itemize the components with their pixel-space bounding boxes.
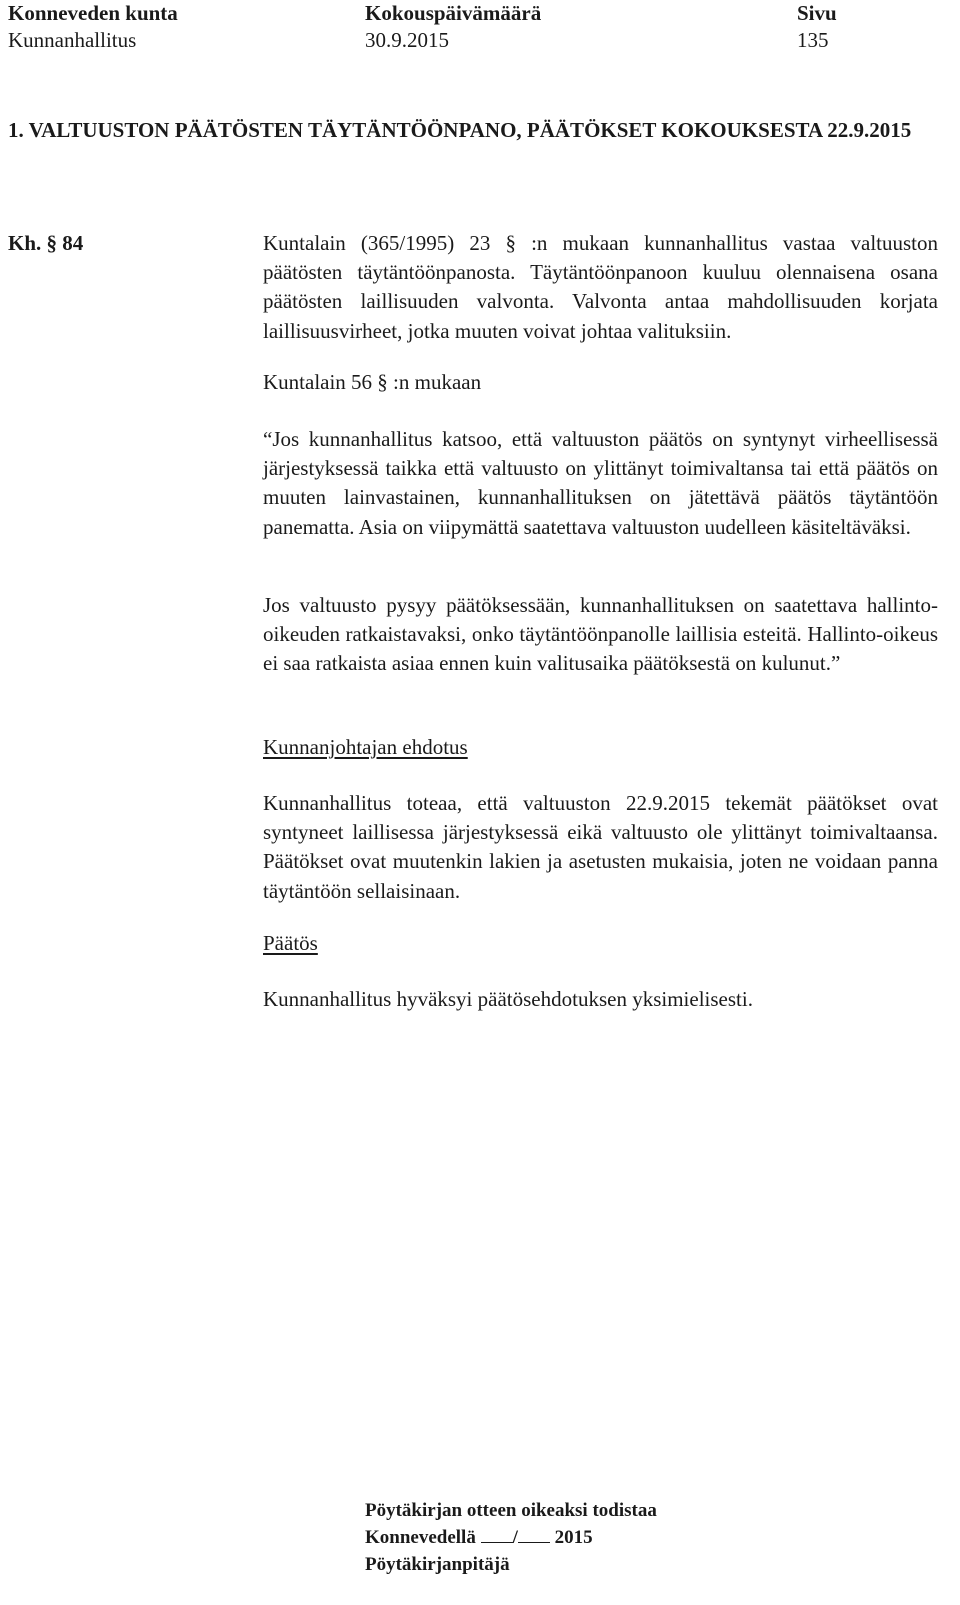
section-value: 84 bbox=[62, 231, 84, 255]
body-name: Kunnanhallitus bbox=[8, 28, 137, 52]
proposal-heading: Kunnanjohtajan ehdotus bbox=[263, 735, 468, 759]
org-name: Konneveden kunta bbox=[8, 1, 178, 25]
decision-heading: Päätös bbox=[263, 931, 318, 955]
date-separator: / bbox=[512, 1527, 518, 1548]
certification-line: Pöytäkirjan otteen oikeaksi todistaa bbox=[365, 1500, 657, 1521]
year: 2015 bbox=[554, 1527, 593, 1548]
quote-paragraph-1: “Jos kunnanhallitus katsoo, että valtuuston päätös on syntynyt virheellisessä järjestyksessä taikka että valtuusto on ylittänyt toimivaltansa tai että päätös on muuten lainvastainen, kunnanhallituksen on jätettävä päätös täytäntöön panematta. Asia on viipymättä saatettava valtuuston uudelleen käsiteltäväksi. bbox=[263, 427, 938, 539]
page-label: Sivu bbox=[797, 1, 837, 25]
decision-text: Kunnanhallitus hyväksyi päätösehdotuksen yksimielisesti. bbox=[263, 987, 753, 1011]
section-symbol: § bbox=[46, 231, 58, 255]
paragraph-kuntalaki-56: Kuntalain 56 § :n mukaan bbox=[263, 370, 482, 394]
section-prefix: Kh. bbox=[8, 231, 42, 255]
meeting-date: 30.9.2015 bbox=[365, 28, 449, 52]
secretary-line: Pöytäkirjanpitäjä bbox=[365, 1554, 510, 1575]
paragraph-kuntalaki-23: Kuntalain (365/1995) 23 § :n mukaan kunnanhallitus vastaa valtuuston päätösten täytäntöönpanosta. Täytäntöönpanoon kuuluu olennaisena osana päätösten laillisuuden valvonta. Valvonta antaa mahdollisuuden korjata laillisuusvirheet, jotka muuten voivat johtaa valituksiin. bbox=[263, 231, 938, 343]
section-number bbox=[8, 228, 83, 258]
date-label: Kokouspäivämäärä bbox=[365, 1, 542, 25]
day-blank bbox=[481, 1526, 513, 1543]
certification-footer bbox=[365, 1497, 657, 1578]
proposal-text: Kunnanhallitus toteaa, että valtuuston 22.9.2015 tekemät päätökset ovat syntyneet laillisessa järjestyksessä eikä valtuusto ole ylittänyt toimivaltaansa. Päätökset ovat muutenkin lakien ja asetusten mukaisia, joten ne voidaan panna täytäntöön sellaisinaan. bbox=[263, 791, 938, 903]
place-name: Konnevedellä bbox=[365, 1527, 476, 1548]
place-date-line bbox=[365, 1524, 657, 1551]
month-blank bbox=[518, 1526, 550, 1543]
quote-paragraph-2: Jos valtuusto pysyy päätöksessään, kunnanhallituksen on saatettava hallinto-oikeuden ratkaistavaksi, onko täytäntöönpanolle laillisia esteitä. Hallinto-oikeus ei saa ratkaista asiaa ennen kuin valitusaika päätöksestä on kulunut.” bbox=[263, 593, 938, 676]
page-number: 135 bbox=[797, 28, 829, 52]
agenda-item-title: 1. VALTUUSTON PÄÄTÖSTEN TÄYTÄNTÖÖNPANO, PÄÄTÖKSET KOKOUKSESTA 22.9.2015 bbox=[8, 118, 912, 142]
